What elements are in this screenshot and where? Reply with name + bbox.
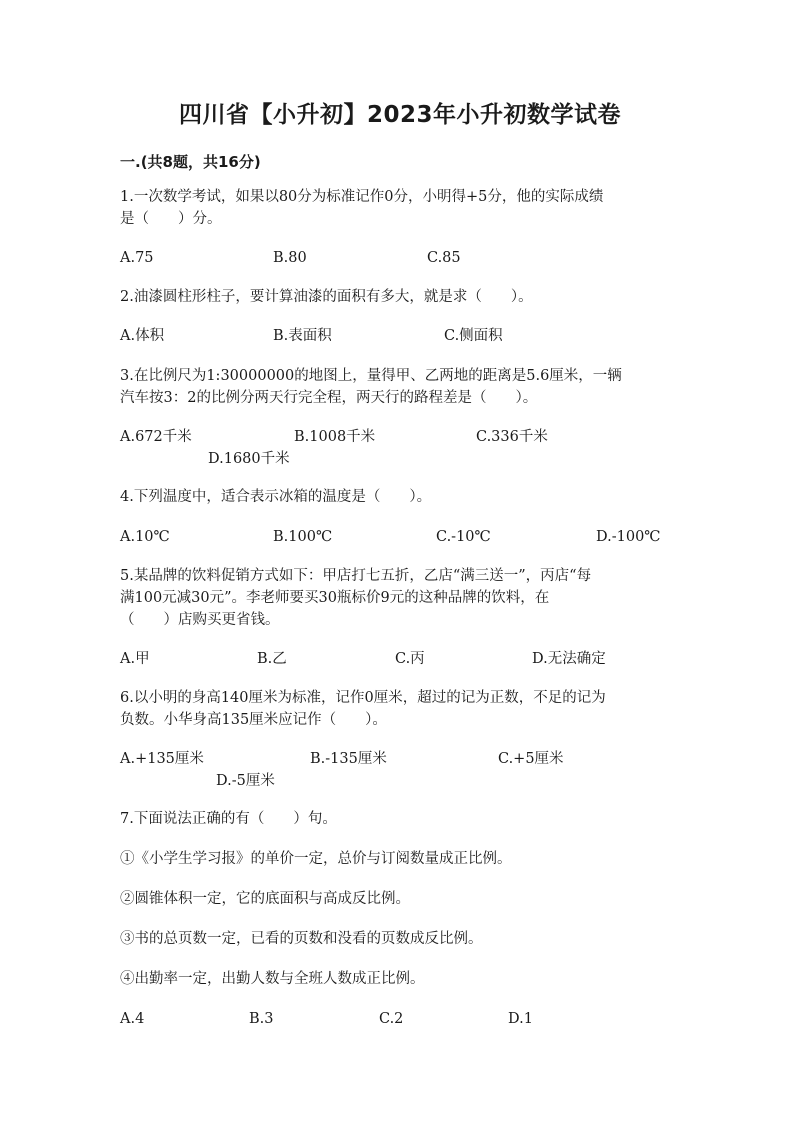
question-2-option-c: C.侧面积 bbox=[444, 328, 503, 344]
question-3-option-d: D.1680千米 bbox=[208, 451, 290, 467]
question-5-option-d: D.无法确定 bbox=[532, 651, 606, 667]
question-7-option-b: B.3 bbox=[249, 1011, 274, 1027]
question-2-option-b: B.表面积 bbox=[273, 328, 332, 344]
page-title: 四川省【小升初】2023年小升初数学试卷 bbox=[178, 102, 621, 128]
question-6-line-1: 6.以小明的身高140厘米为标准，记作0厘米，超过的记为正数，不足的记为 bbox=[120, 690, 606, 706]
question-1-line-1: 1.一次数学考试，如果以80分为标准记作0分，小明得+5分，他的实际成绩 bbox=[120, 189, 604, 205]
question-7-option-a: A.4 bbox=[120, 1011, 145, 1027]
question-6-option-b: B.-135厘米 bbox=[310, 751, 387, 767]
question-4-option-d: D.-100℃ bbox=[596, 529, 661, 545]
question-5-option-c: C.丙 bbox=[395, 651, 425, 667]
question-3-option-b: B.1008千米 bbox=[294, 429, 376, 445]
question-3-line-2: 汽车按3：2的比例分两天行完全程，两天行的路程差是（ ）。 bbox=[120, 390, 538, 406]
section-heading: 一.(共8题，共16分) bbox=[120, 153, 261, 171]
question-7-statement-3: ③书的总页数一定，已看的页数和没看的页数成反比例。 bbox=[120, 931, 483, 947]
question-1-line-2: 是（ ）分。 bbox=[120, 211, 222, 227]
question-7-option-c: C.2 bbox=[379, 1011, 404, 1027]
question-6-line-2: 负数。小华身高135厘米应记作（ ）。 bbox=[120, 712, 387, 728]
question-6-option-a: A.+135厘米 bbox=[120, 751, 204, 767]
question-5-option-b: B.乙 bbox=[257, 651, 287, 667]
question-1-option-a: A.75 bbox=[120, 250, 154, 266]
question-6-option-d: D.-5厘米 bbox=[216, 773, 275, 789]
question-7-line-1: 7.下面说法正确的有（ ）句。 bbox=[120, 811, 337, 827]
question-5-line-3: （ ）店购买更省钱。 bbox=[120, 612, 280, 628]
question-1-option-c: C.85 bbox=[427, 250, 461, 266]
question-3-line-1: 3.在比例尺为1:30000000的地图上，量得甲、乙两地的距离是5.6厘米，一辆 bbox=[120, 368, 622, 384]
question-7-statement-1: ①《小学生学习报》的单价一定，总价与订阅数量成正比例。 bbox=[120, 851, 512, 867]
question-5-line-2: 满100元减30元”。李老师要买30瓶标价9元的这种品牌的饮料，在 bbox=[120, 590, 550, 606]
question-2-line-1: 2.油漆圆柱形柱子，要计算油漆的面积有多大，就是求（ ）。 bbox=[120, 289, 533, 305]
question-2-option-a: A.体积 bbox=[120, 328, 165, 344]
question-7-statement-4: ④出勤率一定，出勤人数与全班人数成正比例。 bbox=[120, 971, 425, 987]
question-5-option-a: A.甲 bbox=[120, 651, 150, 667]
question-4-line-1: 4.下列温度中，适合表示冰箱的温度是（ ）。 bbox=[120, 489, 432, 505]
question-1-option-b: B.80 bbox=[273, 250, 307, 266]
question-4-option-b: B.100℃ bbox=[273, 529, 333, 545]
question-4-option-c: C.-10℃ bbox=[436, 529, 491, 545]
question-3-option-c: C.336千米 bbox=[476, 429, 548, 445]
question-7-option-d: D.1 bbox=[508, 1011, 533, 1027]
question-6-option-c: C.+5厘米 bbox=[498, 751, 564, 767]
question-3-option-a: A.672千米 bbox=[120, 429, 192, 445]
question-4-option-a: A.10℃ bbox=[120, 529, 170, 545]
question-7-statement-2: ②圆锥体积一定，它的底面积与高成反比例。 bbox=[120, 891, 410, 907]
question-5-line-1: 5.某品牌的饮料促销方式如下：甲店打七五折，乙店“满三送一”，丙店“每 bbox=[120, 568, 592, 584]
